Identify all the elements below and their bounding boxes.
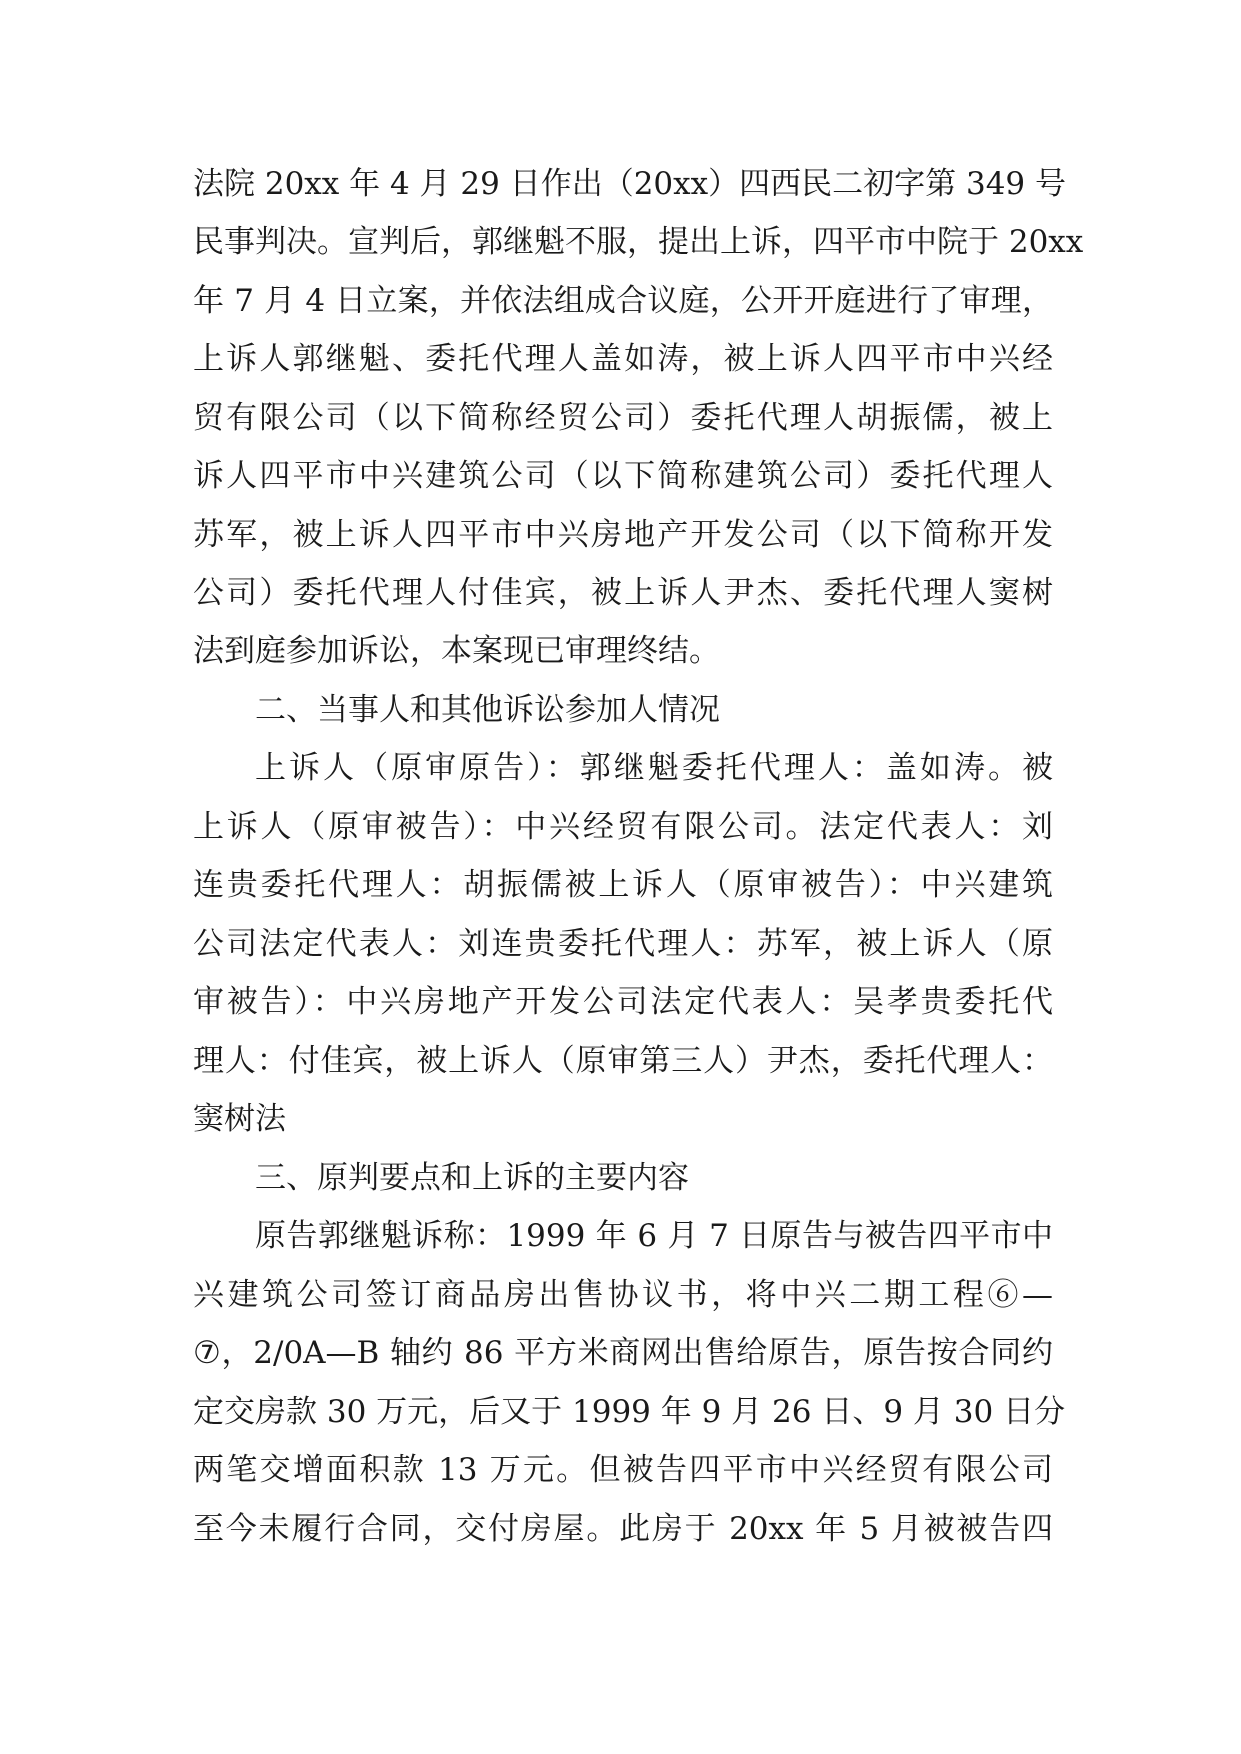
text-line: 原告郭继魁诉称：1999 年 6 月 7 日原告与被告四平市中	[255, 1218, 1053, 1254]
text-line: 两笔交增面积款 13 万元。但被告四平市中兴经贸有限公司	[193, 1452, 1053, 1488]
text-line: 窦树法	[193, 1101, 286, 1137]
text-line: ⑦，2/0A—B 轴约 86 平方米商网出售给原告，原告按合同约	[193, 1335, 1053, 1371]
text-line: 法院 20xx 年 4 月 29 日作出（20xx）四西民二初字第 349 号	[193, 166, 1066, 202]
text-line: 诉人四平市中兴建筑公司（以下简称建筑公司）委托代理人	[193, 458, 1053, 494]
text-line: 上诉人郭继魁、委托代理人盖如涛，被上诉人四平市中兴经	[193, 341, 1053, 377]
text-line: 定交房款 30 万元，后又于 1999 年 9 月 26 日、9 月 30 日分	[193, 1394, 1066, 1430]
text-line: 公司）委托代理人付佳宾，被上诉人尹杰、委托代理人窦树	[193, 575, 1053, 611]
text-line: 至今未履行合同，交付房屋。此房于 20xx 年 5 月被被告四	[193, 1511, 1053, 1547]
section-heading: 三、原判要点和上诉的主要内容	[255, 1160, 689, 1196]
text-line: 民事判决。宣判后，郭继魁不服，提出上诉，四平市中院于 20xx	[193, 224, 1084, 260]
text-line: 兴建筑公司签订商品房出售协议书，将中兴二期工程⑥—	[193, 1277, 1053, 1313]
text-line: 贸有限公司（以下简称经贸公司）委托代理人胡振儒，被上	[193, 400, 1053, 436]
text-line: 上诉人（原审原告）：郭继魁委托代理人：盖如涛。被	[255, 750, 1053, 786]
text-line: 公司法定代表人：刘连贵委托代理人：苏军，被上诉人（原	[193, 926, 1053, 962]
text-line: 上诉人（原审被告）：中兴经贸有限公司。法定代表人：刘	[193, 809, 1053, 845]
text-line: 连贵委托代理人：胡振儒被上诉人（原审被告）：中兴建筑	[193, 867, 1053, 903]
text-line: 理人：付佳宾，被上诉人（原审第三人）尹杰，委托代理人：	[193, 1043, 1053, 1079]
text-line: 法到庭参加诉讼，本案现已审理终结。	[193, 633, 720, 669]
section-heading: 二、当事人和其他诉讼参加人情况	[255, 692, 720, 728]
text-line: 审被告）：中兴房地产开发公司法定代表人：吴孝贵委托代	[193, 984, 1053, 1020]
text-line: 苏军，被上诉人四平市中兴房地产开发公司（以下简称开发	[193, 517, 1053, 553]
text-line: 年 7 月 4 日立案，并依法组成合议庭，公开开庭进行了审理，	[193, 283, 1053, 319]
